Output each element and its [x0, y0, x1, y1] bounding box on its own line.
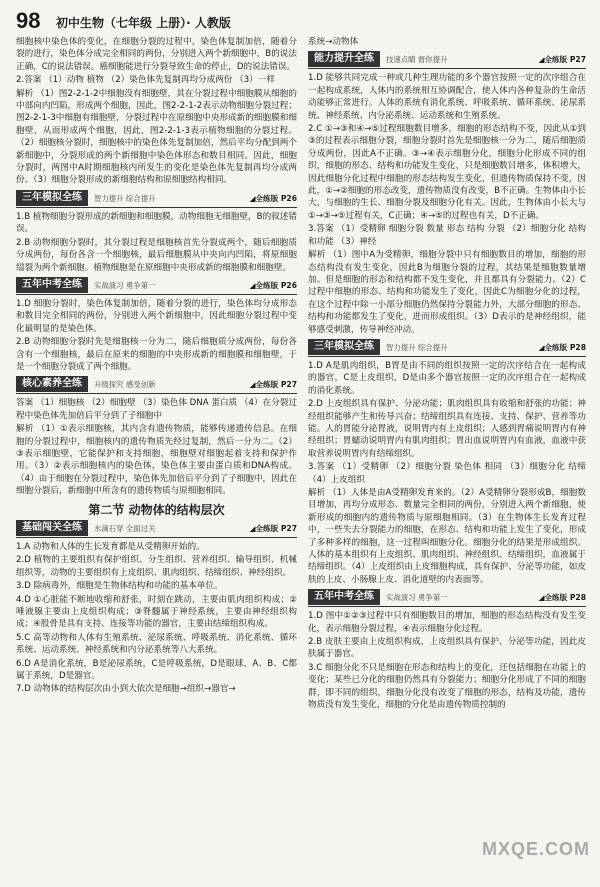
section-banner: [308, 589, 586, 607]
paragraph: 6.D A是消化系统，B是泌尿系统，C是呼吸系统，D是眼球，A、B、C都属于系统，D是器官。: [16, 658, 297, 682]
banner-subtitle: 实战演习 勇争第一: [94, 280, 156, 290]
paragraph: 1.D 能够共同完成一种或几种生理功能的多个器官按照一定的次序组合在一起构成系统，人体内的系统相互协调配合，使人体内各种复杂的生命活动能够正常进行。人体的系统有消化系统、呼吸系统、循环系统、泌尿系统、神经系统、内分泌系统、运动系统和生殖系统。: [308, 73, 586, 121]
page-number: 98: [16, 8, 41, 33]
banner-page-ref: ◢全练版 P27: [538, 55, 586, 65]
book-title: 初中生物（七年级 上册）· 人教版: [56, 16, 231, 30]
paragraph: 2.D 上皮组织具有保护、分泌功能；肌肉组织具有收缩和舒张的功能；神经组织能够产生和传导兴奋；结缔组织具有连接、支持、保护、营养等功能。人的胃能分泌胃液，说明胃内有上皮组织；人感到胃痛说明胃内有神经组织；胃蠕动说明胃内有肌肉组织；胃出血说明胃内有血液，血液中获取营养说明胃内有结缔组织。: [308, 399, 586, 459]
banner-page-ref: ◢全练版 P26: [249, 280, 297, 290]
banner-subtitle: 技速点睛 督你提升: [386, 55, 448, 65]
answer-paragraph: 3.答案 （1）受精卵 细胞分裂 数量 形态 结构 分裂 （2）细胞分化 结构和功能 （3）神经: [308, 224, 586, 247]
banner-subtitle: 升级探究 感受创新: [94, 380, 156, 390]
banner-page-ref: ◢全练版 P27: [249, 524, 297, 533]
answer-paragraph: 3.答案 （1）受精卵 （2）细胞分裂 染色体 相同 （3）细胞分化 结缔 （4）上皮组织: [308, 462, 586, 485]
banner-subtitle: 智力提升 综合提升: [386, 342, 448, 352]
section-banner: [308, 339, 586, 357]
banner-tag: 核心素养全练: [16, 376, 88, 392]
section-banner: [16, 190, 297, 208]
banner-tag: 五年中考全练: [308, 589, 380, 605]
analysis-paragraph: 解析 （1）图2-2-1-2中细胞没有细胞壁，其在分裂过程中细胞膜从细胞的中部向内凹陷，形成两个细胞，因此，图2-2-1-2表示动物细胞分裂过程；图2-2-1-3中细胞有细胞壁，分裂过程中在原细胞中央形成新的细胞膜和细胞壁，从而形成两个细胞，因此，图2-2-1-3表示植物细胞的分裂过程。（2）细胞核分裂时，细胞核中的染色体先复制加倍，然后平均分配到两个新细胞中，分裂形成的两个新细胞中染色体形态和数目相同。因此，细胞分裂时，两图中A时期细胞核内所发生的变化是染色体先复制再均分成两份。（3）细胞分裂形成的新细胞结构和原细胞结构相同。: [16, 88, 297, 186]
paragraph: 2.B 动物细胞分裂时先是细胞核一分为二，随后细胞质分成两份，每份各含有一个细胞核，最后在原来的细胞的中央形成新的细胞膜和细胞壁，于是一个细胞分裂成了两个细胞。: [16, 337, 297, 372]
paragraph: 1.D 细胞分裂时，染色体复制加倍，随着分裂的进行，染色体均分成形态和数目完全相同的两份，分别进入两个新细胞中，因此细胞分裂过程中变化最明显的是染色体。: [16, 298, 297, 334]
banner-page-ref: ◢全练版 P26: [249, 193, 297, 203]
banner-subtitle: 实战演习 勇争第一: [386, 593, 448, 603]
banner-subtitle: 水滴石穿 全面过关: [94, 524, 156, 533]
banner-tag: 能力提升全练: [308, 51, 380, 67]
banner-tag: 三年模拟全练: [16, 190, 88, 206]
section-banner: [16, 376, 297, 394]
paragraph: 细胞核中染色体的变化，在细胞分裂的过程中，染色体复制加倍，随着分裂的进行，染色体分成完全相同的两份，分别进入两个新细胞中，B的说法正确，C的说法错误。癌细胞能进行分裂导致生命的停止，D的说法错误。: [16, 37, 297, 72]
watermark: [482, 839, 592, 879]
watermark-text: MXQE.COM: [482, 839, 591, 859]
right-column: [308, 36, 586, 713]
banner-page-ref: ◢全练版 P27: [249, 380, 297, 390]
analysis-paragraph: 解析 （1）①表示细胞核，其内含有遗传物质，能够传递遗传信息。在细胞的分裂过程中，细胞核内的遗传物质先经过复制，然后一分为二。（2）③表示细胞壁，它能保护和支持细胞，细胞壁对细胞起着支持和保护作用。（3）②表示细胞核内的染色体，染色体主要由蛋白质和DNA构成。（4）由于细胞在分裂过程中，染色体先加倍后平分到了子细胞中，因此在细胞分裂后，新细胞中所含有的遗传物质与原细胞相同。: [16, 424, 297, 497]
banner-subtitle: 智力提升 综合提升: [94, 193, 156, 203]
banner-tag: 基础闯关全练: [16, 520, 88, 536]
paragraph: 5.C 高等动物和人体有生殖系统、泌尿系统、呼吸系统、消化系统、循环系统、运动系统、神经系统和内分泌系统等八大系统。: [16, 632, 297, 656]
section-title: 第二节 动物体的结构层次: [88, 502, 225, 517]
paragraph: 2.B 皮肤主要由上皮组织构成，上皮组织具有保护、分泌等功能，因此皮肤属于器官。: [308, 637, 586, 660]
paragraph: 1.B 植物细胞分裂形成的新细胞和细胞膜，动物细胞无细胞壁，B的叙述错误。: [16, 211, 297, 235]
paragraph: 2.D 植物的主要组织有保护组织、分生组织、营养组织、输导组织、机械组织等，动物的主要组织有上皮组织、肌肉组织、结缔组织、神经组织。: [16, 555, 297, 578]
paragraph: 7.D 动物体的结构层次由小到大依次是细胞→组织→器官→: [16, 684, 236, 695]
paragraph: 3.C 细胞分化不只是细胞在形态和结构上的变化，还包括细胞在功能上的变化；某些已分化的细胞仍然具有分裂能力；细胞分化形成了不同的细胞群，即不同的组织，细胞分化没有改变了细胞的形态，结构及功能，遗传物质没有发生变化，细胞的分化是由遗传物质控制的: [308, 662, 586, 711]
section-banner: [308, 51, 586, 69]
analysis-paragraph: 解析 （1）人体是由A受精卵发育来的。（2）A受精卵分裂形成B，细胞数目增加，再均分成形态、数量完全相同的两份，分别进入两个新细胞，使新形成的细胞内的遗传物质与原细胞相同。（3）在生物体生长发育过程中，一些失去分裂能力的细胞，在形态、结构和功能上发生了变化，形成了多种多样的细胞，这一过程叫细胞分化。细胞分化的结果是形成组织。人体的基本组织有上皮组织、肌肉组织、神经组织、结缔组织，血液属于结缔组织。（4）上皮组织由上皮细胞构成，具有保护、分泌等功能，如皮肤的上皮、小肠腺上皮、消化道壁的内表面等。: [308, 488, 586, 585]
page-header: [10, 8, 310, 34]
left-column: [16, 36, 297, 697]
paragraph: 系统→动物体: [308, 37, 359, 47]
analysis-paragraph: 解析 （1）图中A为受精卵，细胞分裂中只有细胞数目的增加，细胞的形态结构没有发生变化，因此B为细胞分裂的过程，其结果是细胞数量增加。但是细胞的形态和结构都不发生变化，并且都具有分裂能力。（2）C过程中细胞的形态、结构和功能发生了变化，因此C为细胞分化的过程，在这个过程中除一小部分细胞仍然保持分裂能力外，大部分细胞的形态、结构和功能都发生了变化，进而形成组织。（3）D表示的是神经组织，能够感受刺激，传导神经冲动。: [308, 250, 586, 335]
banner-tag: 三年模拟全练: [308, 339, 380, 355]
paragraph: 4.D ①心脏能不断地收缩和舒张，时刻在跳动，主要由肌肉组织构成；②唾液腺主要由上皮组织构成；③脊髓属于神经系统，主要由神经组织构成；④股骨是具有支持、连接等功能的器官，主要由结缔组织构成。: [16, 594, 297, 630]
answer-paragraph: 2.答案 （1）动物 植物 （2）染色体先复制再均分成两份 （3）一样: [16, 75, 275, 86]
banner-page-ref: ◢全练版 P28: [538, 342, 586, 352]
answer-paragraph: 答案 （1）细胞核 （2）细胞壁 （3）染色体 DNA 蛋白质 （4）在分裂过程中染色体先加倍后平分到了子细胞中: [16, 398, 297, 421]
paragraph: 1.A 动物和人体的生长发育都是从受精卵开始的。: [16, 542, 205, 552]
banner-tag: 五年中考全练: [16, 277, 88, 293]
paragraph: 1.D 图中①②③过程中只有细胞数目的增加，细胞的形态结构没有发生变化，表示细胞分裂过程，④表示细胞分化过程。: [308, 611, 586, 634]
section-banner: [16, 520, 297, 538]
paragraph: 3.D 除病毒外，细胞是生物体结构和功能的基本单位。: [16, 581, 223, 592]
paragraph: 2.B 动物细胞分裂时，其分裂过程是细胞核首先分裂成两个，随后细胞质分成两份，每份各含一个细胞核，最后细胞膜从中央向内凹陷，将原细胞缢裂为两个新细胞。植物细胞是在原细胞中央形成新的细胞膜和细胞壁。: [16, 237, 297, 273]
section-banner: [16, 277, 297, 295]
paragraph: 2.C ①→③和④→⑤过程细胞数目增多，细胞的形态结构不变，因此从①到③的过程表示细胞分裂，细胞分裂时首先是细胞核一分为二，随后细胞质分成两份，因此A不正确。③→④表示细胞分化，细胞分化形成不同的组织，细胞的形态、结构和功能发生变化，只是细胞数目增多，体积增大，因此细胞分化过程中细胞的形态结构发生变化，但遗传物质保持不变，因此，①→②细胞的形态改变，遗传物质没有改变，B不正确。生物体由小长大，与细胞的生长、细胞分裂及细胞分化有关。因此，生物体由小长大与①→③→⑤过程有关，C正确；④→⑤的过程也有关，D不正确。: [308, 124, 586, 221]
paragraph: 1.D A是肌肉组织，B胃是由不同的组织按照一定的次序结合在一起构成的器官，C是上皮组织，D是由多个器官按照一定的次序组合在一起构成的消化系统。: [308, 360, 586, 396]
banner-page-ref: ◢全练版 P28: [538, 593, 586, 603]
